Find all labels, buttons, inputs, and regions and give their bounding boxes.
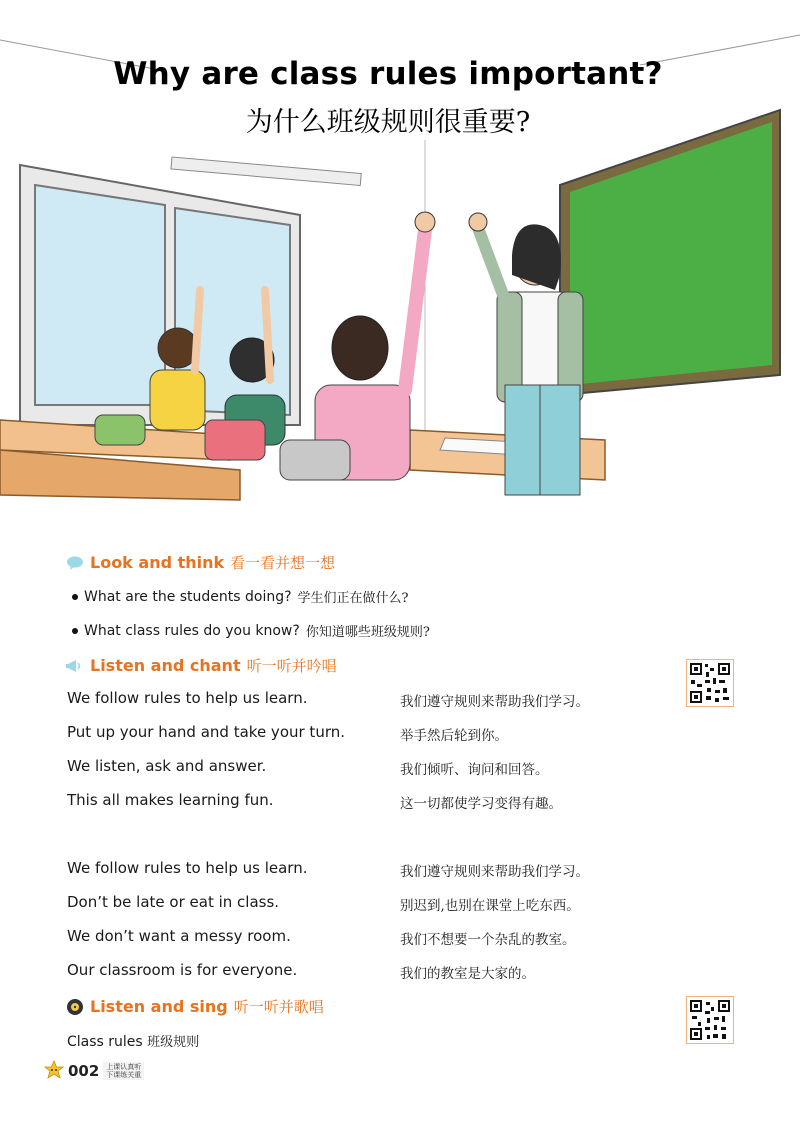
megaphone-icon: [66, 659, 84, 673]
lyric-line-en: Put up your hand and take your turn.: [67, 723, 345, 741]
page-title-zh: 为什么班级规则很重要?: [245, 107, 531, 138]
qr-code-icon[interactable]: [686, 659, 734, 707]
listen-chant-label-en: Listen and chant: [90, 656, 241, 675]
motto-line-1: 上课认真听: [106, 1063, 142, 1071]
question-en: What are the students doing?: [84, 588, 292, 605]
lyric-line-en: This all makes learning fun.: [67, 791, 274, 809]
lyric-line-zh: 我们不想要一个杂乱的教室。: [400, 932, 576, 948]
song-title: [67, 1031, 199, 1050]
song-title-zh: 班级规则: [147, 1035, 200, 1050]
listen-sing-label-zh: 听一听并歌唱: [233, 998, 324, 1016]
look-think-label-zh: 看一看并想一想: [230, 554, 336, 572]
qr-code-icon[interactable]: [686, 996, 734, 1044]
listen-sing-heading: [66, 996, 324, 1017]
page-title-en: Why are class rules important?: [113, 56, 663, 92]
listen-chant-heading: [66, 655, 337, 676]
lyric-line-en: We follow rules to help us learn.: [67, 859, 308, 877]
lyric-line-zh: 我们倾听、询问和回答。: [400, 762, 549, 778]
page-number: 002: [68, 1062, 100, 1080]
lyric-line-en: We don’t want a messy room.: [67, 927, 291, 945]
song-title-en: Class rules: [67, 1034, 143, 1050]
look-think-label-en: Look and think: [90, 553, 225, 572]
bullet-icon: [72, 628, 78, 634]
lyric-line-zh: 我们遵守规则来帮助我们学习。: [400, 864, 589, 880]
lyric-line-en: We follow rules to help us learn.: [67, 689, 308, 707]
listen-sing-label-en: Listen and sing: [90, 997, 228, 1016]
motto-line-2: 下课练关重: [106, 1071, 142, 1079]
lyric-line-zh: 我们的教室是大家的。: [400, 966, 535, 982]
speech-bubble-icon: [66, 556, 84, 570]
lyric-line-zh: 我们遵守规则来帮助我们学习。: [400, 694, 589, 710]
question-zh: 学生们正在做什么?: [297, 591, 409, 606]
lyric-line-zh: 这一切都使学习变得有趣。: [400, 796, 562, 812]
question-en: What class rules do you know?: [84, 622, 300, 639]
question-item: [72, 587, 409, 606]
lyric-line-en: Don’t be late or eat in class.: [67, 893, 280, 911]
lyric-line-en: We listen, ask and answer.: [67, 757, 267, 775]
lyric-line-en: Our classroom is for everyone.: [67, 961, 298, 979]
lyric-line-zh: 举手然后轮到你。: [400, 728, 508, 744]
look-think-heading: [66, 552, 335, 573]
listen-chant-label-zh: 听一听并吟唱: [246, 657, 337, 675]
question-zh: 你知道哪些班级规则?: [305, 625, 430, 640]
mascot-icon: [44, 1060, 64, 1082]
page-footer: [44, 1060, 144, 1082]
disc-icon: [66, 998, 84, 1016]
footer-motto: [103, 1062, 144, 1080]
lyric-line-zh: 别迟到,也别在课堂上吃东西。: [400, 898, 580, 914]
bullet-icon: [72, 594, 78, 600]
question-item: [72, 621, 430, 640]
chalkboard: [560, 110, 780, 395]
